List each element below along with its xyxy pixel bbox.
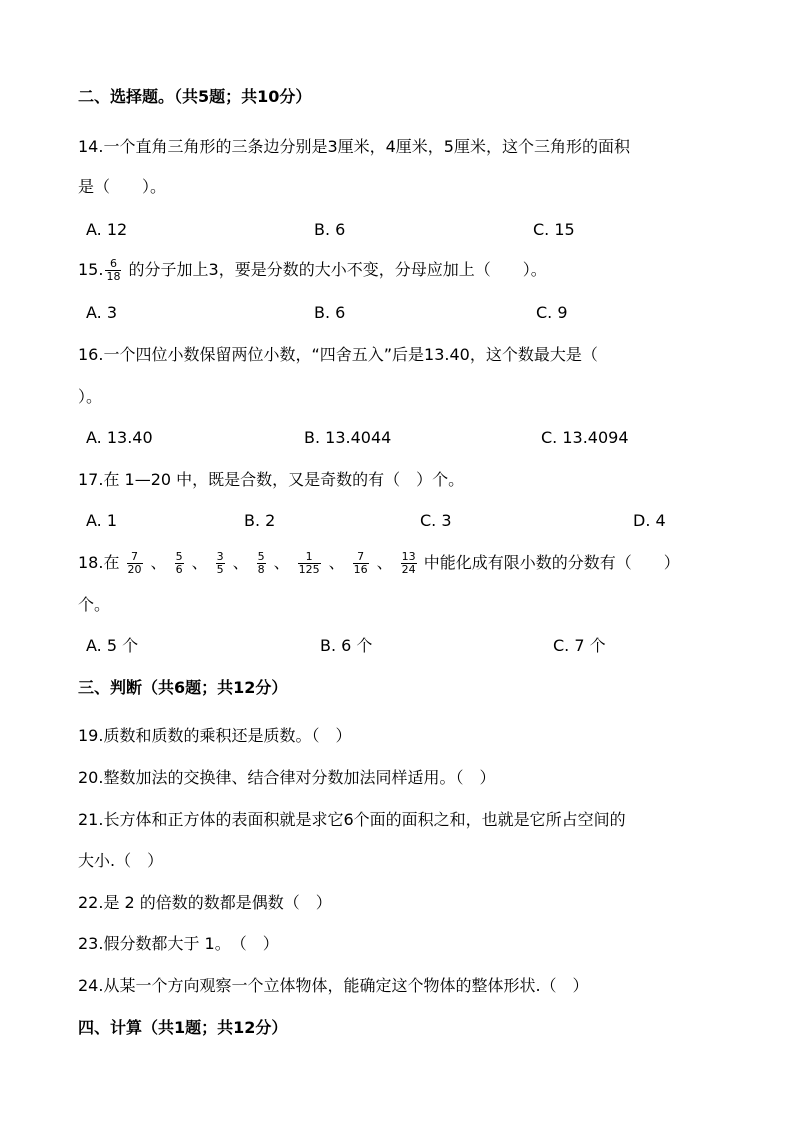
q18-fraction-2 — [175, 551, 184, 576]
question-17: 17.在 1—20 中，既是合数，又是奇数的有（ ）个。 — [78, 470, 465, 489]
fraction-numerator: 1 — [305, 550, 313, 563]
q17-option-a: A. 1 — [86, 511, 118, 530]
question-18-text: 中能化成有限小数的分数有（ ） — [423, 553, 680, 572]
separator: 、 — [328, 553, 345, 572]
fraction-denominator: 18 — [106, 270, 121, 283]
q18-option-a: A. 5 个 — [86, 636, 139, 655]
fraction-numerator: 5 — [257, 550, 265, 563]
separator: 、 — [191, 553, 208, 572]
judgment-item-24: 24.从某一个方向观察一个立体物体，能确定这个物体的整体形状.（ ） — [78, 976, 589, 995]
judgment-item-22: 22.是 2 的倍数的数都是偶数（ ） — [78, 893, 332, 912]
q18-option-c: C. 7 个 — [553, 636, 606, 655]
fraction-numerator: 6 — [109, 257, 117, 270]
fraction-denominator: 5 — [216, 563, 224, 576]
fraction-numerator: 5 — [175, 550, 183, 563]
separator: 、 — [376, 553, 393, 572]
q18-fraction-5 — [298, 551, 321, 576]
question-14-line2: 是（ ）。 — [78, 177, 167, 196]
q14-option-a: A. 12 — [86, 220, 128, 239]
separator: 、 — [150, 553, 167, 572]
q15-option-b: B. 6 — [314, 303, 346, 322]
question-15-prefix: 15. — [78, 260, 104, 279]
section-title-choice: 二、选择题。（共5题；共10分） — [78, 87, 312, 106]
q15-option-a: A. 3 — [86, 303, 118, 322]
q14-option-b: B. 6 — [314, 220, 346, 239]
q14-option-c: C. 15 — [533, 220, 575, 239]
fraction-denominator: 125 — [298, 563, 320, 576]
section-title-calculation: 四、计算（共1题；共12分） — [78, 1018, 288, 1037]
question-15 — [78, 258, 547, 283]
q15-option-c: C. 9 — [536, 303, 568, 322]
question-15-text: 的分子加上3，要是分数的大小不变，分母应加上（ ）。 — [123, 260, 547, 279]
q17-option-b: B. 2 — [244, 511, 276, 530]
question-14-line1: 14.一个直角三角形的三条边分别是3厘米，4厘米，5厘米，这个三角形的面积 — [78, 137, 630, 156]
q17-option-c: C. 3 — [420, 511, 452, 530]
separator: 、 — [273, 553, 290, 572]
q18-option-b: B. 6 个 — [320, 636, 373, 655]
judgment-item-20: 20.整数加法的交换律、结合律对分数加法同样适用。（ ） — [78, 768, 496, 787]
fraction-numerator: 3 — [216, 550, 224, 563]
q15-fraction — [105, 258, 121, 283]
fraction-denominator: 6 — [175, 563, 183, 576]
fraction-numerator: 7 — [357, 550, 365, 563]
question-16-line2: ）。 — [78, 387, 103, 406]
q18-fraction-4 — [257, 551, 266, 576]
q18-fraction-6 — [353, 551, 369, 576]
fraction-numerator: 13 — [401, 550, 416, 563]
section-title-judgment: 三、判断（共6题；共12分） — [78, 678, 288, 697]
question-18-line1 — [78, 551, 680, 576]
judgment-item-19: 19.质数和质数的乘积还是质数。（ ） — [78, 726, 352, 745]
judgment-item-23: 23.假分数都大于 1。 （ ） — [78, 934, 279, 953]
q18-fraction-3 — [216, 551, 225, 576]
q16-option-c: C. 13.4094 — [541, 428, 629, 447]
judgment-item-21-line1: 21.长方体和正方体的表面积就是求它6个面的面积之和，也就是它所占空间的 — [78, 810, 626, 829]
q16-option-b: B. 13.4044 — [304, 428, 392, 447]
question-16-line1: 16.一个四位小数保留两位小数，“四舍五入”后是13.40，这个数最大是（ — [78, 345, 598, 364]
judgment-item-21-line2: 大小.（ ） — [78, 851, 164, 870]
question-18-prefix: 18.在 — [78, 553, 120, 572]
fraction-denominator: 8 — [257, 563, 265, 576]
q17-option-d: D. 4 — [633, 511, 666, 530]
fraction-denominator: 24 — [401, 563, 416, 576]
separator: 、 — [232, 553, 249, 572]
question-18-line2: 个。 — [78, 595, 111, 614]
fraction-denominator: 20 — [127, 563, 142, 576]
q18-fraction-1 — [127, 551, 143, 576]
fraction-numerator: 7 — [131, 550, 139, 563]
q16-option-a: A. 13.40 — [86, 428, 153, 447]
q18-fraction-7 — [401, 551, 417, 576]
fraction-denominator: 16 — [353, 563, 368, 576]
